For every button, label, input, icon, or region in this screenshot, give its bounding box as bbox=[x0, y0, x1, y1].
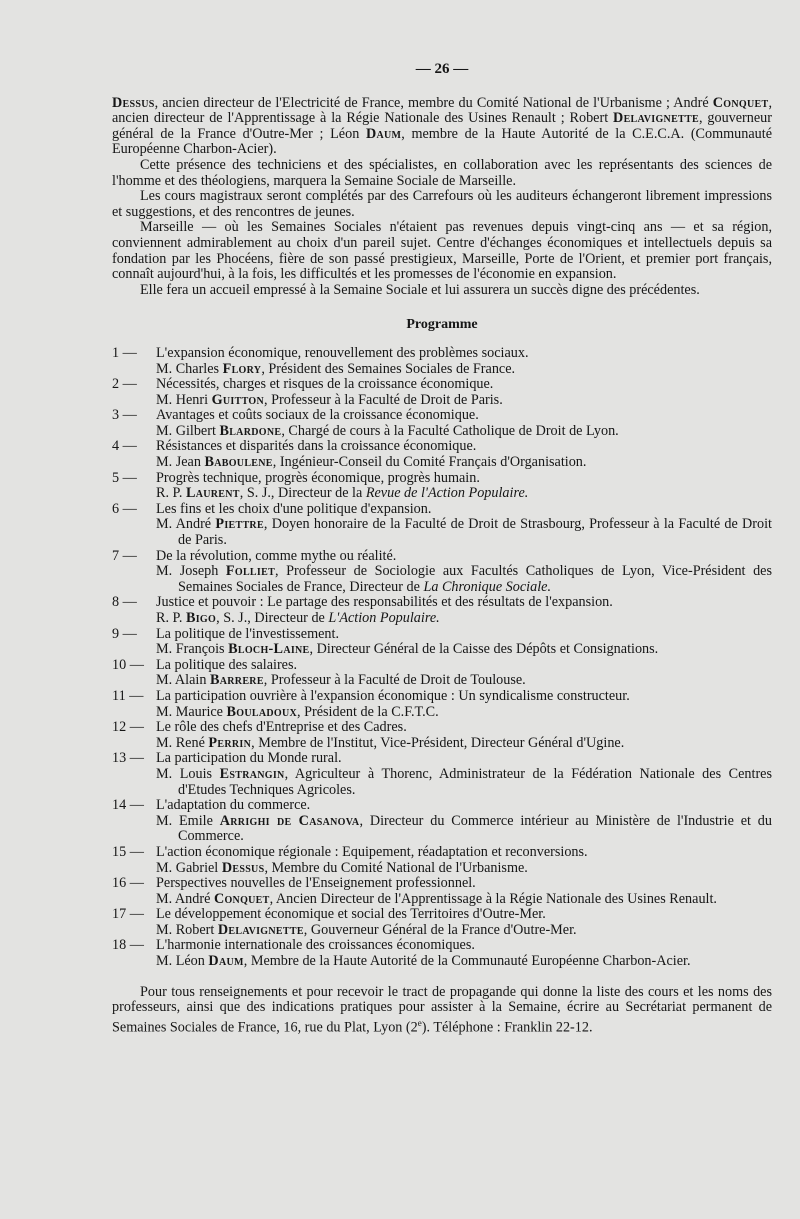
speaker-name: Blardone bbox=[219, 422, 282, 439]
programme-item bbox=[112, 408, 772, 439]
programme-item bbox=[112, 439, 772, 470]
programme-item-title-row bbox=[112, 595, 772, 611]
programme-item-number: 12 — bbox=[112, 719, 144, 736]
page-number: — 26 — bbox=[415, 61, 469, 77]
programme-item-title: Les fins et les choix d'une politique d'expansion. bbox=[156, 500, 432, 517]
programme-item-title-row bbox=[112, 346, 772, 362]
programme-item-title: De la révolution, comme mythe ou réalité. bbox=[156, 547, 397, 564]
programme-item-speaker: M. Gilbert Blardone, Chargé de cours à la Faculté Catholique de Droit de Lyon. bbox=[156, 422, 619, 439]
programme-item-title: Nécessités, charges et risques de la croissance économique. bbox=[156, 376, 494, 393]
speaker-name: Bloch-Laine bbox=[228, 641, 310, 658]
programme-item-title: La politique des salaires. bbox=[156, 656, 298, 673]
speaker-name: Folliet bbox=[225, 563, 276, 580]
intro-paragraph-5: Elle fera un accueil empressé à la Semaine Sociale et lui assurera un succès digne des précédentes. bbox=[140, 281, 700, 298]
programme-item-title-row bbox=[112, 938, 772, 954]
intro-paragraph-3: Les cours magistraux seront complétés par des Carrefours où les auditeurs échangeront librement impressions et suggestions, et des rencontres de jeunes. bbox=[112, 188, 772, 220]
programme-item-number: 1 — bbox=[112, 344, 137, 361]
programme-item-speaker: M. Alain Barrere, Professeur à la Faculté de Droit de Toulouse. bbox=[156, 672, 526, 689]
programme-item-title-row bbox=[112, 876, 772, 892]
programme-item-number: 7 — bbox=[112, 547, 137, 564]
speaker-name: Delavignette bbox=[217, 921, 304, 938]
programme-item-speaker: M. Jean Baboulene, Ingénieur-Conseil du Comité Français d'Organisation. bbox=[156, 454, 587, 471]
programme-item-title: L'harmonie internationale des croissances économiques. bbox=[156, 937, 475, 954]
programme-item-speaker: M. René Perrin, Membre de l'Institut, Vice-Président, Directeur Général d'Ugine. bbox=[156, 734, 625, 751]
programme-item bbox=[112, 689, 772, 720]
programme-item-title: Résistances et disparités dans la croissance économique. bbox=[156, 438, 477, 455]
programme-item-number: 11 — bbox=[112, 687, 144, 704]
programme-item-title: La participation du Monde rural. bbox=[156, 750, 342, 767]
programme-item bbox=[112, 377, 772, 408]
programme-item bbox=[112, 595, 772, 626]
programme-item-number: 9 — bbox=[112, 625, 137, 642]
programme-item-number: 16 — bbox=[112, 875, 144, 892]
speaker-name: Bouladoux bbox=[226, 703, 298, 720]
programme-item bbox=[112, 658, 772, 689]
speaker-name: Laurent bbox=[185, 485, 240, 502]
programme-item-number: 17 — bbox=[112, 906, 144, 923]
intro-paragraph-2: Cette présence des techniciens et des spécialistes, en collaboration avec les représentants des sciences de l'homme et des théologiens, marquera la Semaine Sociale de Marseille. bbox=[112, 156, 772, 189]
programme-item-title-row bbox=[112, 658, 772, 674]
programme-item-speaker: M. André Piettre, Doyen honoraire de la Faculté de Droit de Strasbourg, Professeur à la Faculté de Droit de Paris. bbox=[156, 516, 772, 549]
intro-paragraph-1: Dessus, ancien directeur de l'Electricité de France, membre du Comité National de l'Urbanisme ; André Conquet, ancien directeur de l'Apprentissage à la Régie Nationale des Usines Renault ; Robert Delavignette, gouverneur général de la France d'Outre-Mer ; Léon Daum, membre de la Haute Autorité de la C.E.C.A. (Communauté Européenne Charbon-Acier). bbox=[112, 94, 773, 158]
programme-item-title: Avantages et coûts sociaux de la croissance économique. bbox=[156, 407, 479, 424]
programme-item-title: La participation ouvrière à l'expansion économique : Un syndicalisme constructeur. bbox=[156, 687, 630, 704]
speaker-name: Dessus bbox=[112, 94, 155, 111]
programme-item-title: Justice et pouvoir : Le partage des responsabilités et des résultats de l'expansion. bbox=[156, 594, 613, 611]
programme-item-title-row bbox=[112, 439, 772, 455]
programme-item bbox=[112, 845, 772, 876]
programme-item-number: 2 — bbox=[112, 376, 137, 393]
speaker-name: Daum bbox=[365, 125, 402, 142]
publication-title: Revue de l'Action Populaire. bbox=[365, 485, 529, 502]
programme-list bbox=[112, 346, 772, 970]
speaker-name: Conquet bbox=[213, 890, 270, 907]
speaker-name: Piettre bbox=[215, 516, 264, 533]
speaker-name: Estrangin bbox=[219, 765, 285, 782]
programme-item bbox=[112, 798, 772, 845]
programme-item-title: Le rôle des chefs d'Entreprise et des Cadres. bbox=[156, 719, 407, 736]
intro-paragraph-4: Marseille — où les Semaines Sociales n'étaient pas revenues depuis vingt-cinq ans — et sa région, conviennent admirablement au choix d'un pareil sujet. Centre d'échanges économiques et intellectuels depuis sa fondation par les Phocéens, fière de son passé prestigieux, Marseille, Porte de l'Orient, et premier port français, connaît aujourd'hui, à la fois, les difficultés et les promesses de l'économie en expansion. bbox=[112, 219, 772, 283]
programme-item-number: 15 — bbox=[112, 843, 144, 860]
programme-item-title: L'action économique régionale : Equipement, réadaptation et reconversions. bbox=[156, 843, 588, 860]
speaker-name: Guitton bbox=[211, 391, 264, 408]
programme-item-number: 10 — bbox=[112, 656, 144, 673]
programme-item-title: L'expansion économique, renouvellement des problèmes sociaux. bbox=[156, 344, 529, 361]
programme-item bbox=[112, 876, 772, 907]
programme-item-title-row bbox=[112, 907, 772, 923]
programme-item-speaker: M. Emile Arrighi de Casanova, Directeur du Commerce intérieur au Ministère de l'Industrie et du Commerce. bbox=[156, 812, 772, 845]
programme-item bbox=[112, 720, 772, 751]
programme-item bbox=[112, 938, 772, 969]
programme-item-speaker: M. Louis Estrangin, Agriculteur à Thorenc, Administrateur de la Fédération Nationale des Centres d'Etudes Techniques Agricoles. bbox=[156, 765, 772, 798]
programme-item-number: 8 — bbox=[112, 594, 137, 611]
programme-item-speaker: M. André Conquet, Ancien Directeur de l'Apprentissage à la Régie Nationale des Usines Renault. bbox=[156, 890, 717, 907]
speaker-name: Arrighi de Casanova bbox=[219, 812, 360, 829]
programme-item-speaker: M. Léon Daum, Membre de la Haute Autorité de la Communauté Européenne Charbon-Acier. bbox=[156, 953, 691, 970]
publication-title: La Chronique Sociale. bbox=[423, 578, 551, 595]
programme-item-title-row bbox=[112, 751, 772, 767]
programme-item-number: 5 — bbox=[112, 469, 137, 486]
speaker-name: Bigo bbox=[185, 610, 217, 626]
speaker-name: Daum bbox=[208, 953, 244, 970]
programme-item-speaker: R. P. Bigo, S. J., Directeur de L'Action Populaire. bbox=[156, 610, 440, 626]
programme-item-number: 18 — bbox=[112, 937, 144, 954]
programme-item-speaker: M. François Bloch-Laine, Directeur Général de la Caisse des Dépôts et Consignations. bbox=[156, 641, 659, 658]
programme-item-title-row bbox=[112, 845, 772, 861]
speaker-name: Barrere bbox=[210, 672, 264, 689]
programme-item-title: L'adaptation du commerce. bbox=[156, 797, 311, 814]
programme-item-title-row bbox=[112, 627, 772, 643]
programme-item-speaker: M. Gabriel Dessus, Membre du Comité National de l'Urbanisme. bbox=[156, 859, 528, 876]
programme-item-title: Progrès technique, progrès économique, progrès humain. bbox=[156, 469, 480, 486]
programme-item-title-row bbox=[112, 377, 772, 393]
speaker-name: Flory bbox=[222, 360, 262, 377]
programme-item-title: Le développement économique et social des Territoires d'Outre-Mer. bbox=[156, 906, 546, 923]
programme-item-speaker: M. Joseph Folliet, Professeur de Sociologie aux Facultés Catholiques de Lyon, Vice-Président des Semaines Sociales de France, Directeur de La Chronique Sociale. bbox=[156, 563, 772, 595]
speaker-name: Delavignette bbox=[613, 110, 699, 127]
programme-item-title-row bbox=[112, 689, 772, 705]
programme-item-speaker: M. Henri Guitton, Professeur à la Faculté de Droit de Paris. bbox=[156, 391, 503, 408]
programme-item-speaker: M. Maurice Bouladoux, Président de la C.F.T.C. bbox=[156, 703, 439, 720]
programme-item-title-row bbox=[112, 720, 772, 736]
programme-item bbox=[112, 627, 772, 658]
programme-item-title: Perspectives nouvelles de l'Enseignement professionnel. bbox=[156, 875, 476, 892]
programme-item-speaker: R. P. Laurent, S. J., Directeur de la Revue de l'Action Populaire. bbox=[156, 485, 529, 502]
speaker-name: Perrin bbox=[208, 734, 252, 751]
programme-item bbox=[112, 549, 772, 596]
programme-heading: Programme bbox=[406, 317, 478, 333]
programme-item-speaker: M. Robert Delavignette, Gouverneur Général de la France d'Outre-Mer. bbox=[156, 921, 577, 938]
programme-item-number: 3 — bbox=[112, 407, 137, 424]
programme-item-title-row bbox=[112, 408, 772, 424]
programme-item bbox=[112, 751, 772, 798]
programme-item-speaker: M. Charles Flory, Président des Semaines Sociales de France. bbox=[156, 360, 516, 377]
publication-title: L'Action Populaire. bbox=[328, 610, 440, 626]
programme-item-number: 13 — bbox=[112, 750, 144, 767]
programme-item-title: La politique de l'investissement. bbox=[156, 625, 340, 642]
closing-paragraph: Pour tous renseignements et pour recevoir le tract de propagande qui donne la liste des cours et les noms des professeurs, ainsi que des indications pratiques pour assister à la Semaine, écrire au Secrétariat permanent de Semaines Sociales de France, 16, rue du Plat, Lyon (2e). Téléphone : Franklin 22-12. bbox=[112, 983, 772, 1036]
programme-item-title-row bbox=[112, 471, 772, 487]
speaker-name: Dessus bbox=[221, 859, 265, 876]
programme-item bbox=[112, 346, 772, 377]
programme-item bbox=[112, 471, 772, 502]
speaker-name: Conquet bbox=[712, 94, 769, 111]
speaker-name: Baboulene bbox=[204, 454, 273, 471]
programme-item-number: 4 — bbox=[112, 438, 137, 455]
programme-item-number: 14 — bbox=[112, 797, 144, 814]
programme-item-title-row bbox=[112, 502, 772, 518]
programme-item bbox=[112, 907, 772, 938]
programme-item-title-row bbox=[112, 549, 772, 565]
programme-item bbox=[112, 502, 772, 549]
programme-item-number: 6 — bbox=[112, 500, 137, 517]
programme-item-title-row bbox=[112, 798, 772, 814]
